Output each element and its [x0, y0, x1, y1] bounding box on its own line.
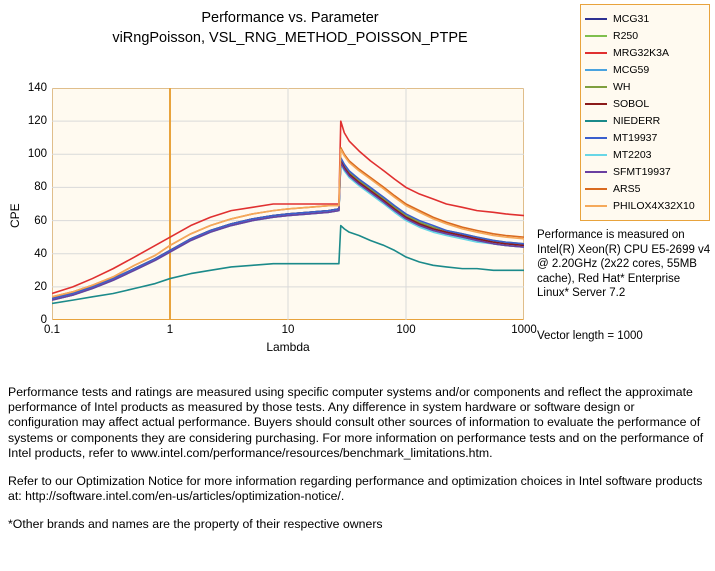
legend-label: SFMT19937: [613, 165, 671, 178]
legend-color-swatch: [585, 18, 607, 20]
legend-item: [585, 10, 705, 27]
chart-legend: [580, 4, 710, 221]
y-tick-label: 40: [34, 247, 47, 260]
legend-label: NIEDERR: [613, 114, 661, 127]
legend-item: [585, 78, 705, 95]
footer-paragraph-2: Refer to our Optimization Notice for more information regarding performance and optimization choices in Intel software products at: http://software.intel.com/en-us/articles/optimization-notice/.: [8, 474, 703, 504]
legend-color-swatch: [585, 171, 607, 173]
footer-disclaimer: [8, 385, 708, 546]
y-tick-label: 0: [40, 314, 47, 326]
legend-color-swatch: [585, 120, 607, 122]
footer-paragraph-1: Performance tests and ratings are measured using specific computer systems and/or components and reflect the approximate performance of Intel products as measured by those tests. Any difference in system hardware or software design or configuration may affect actual performance. Buyers should consult other sources of information to evaluate the performance of systems or components they are considering purchasing. For more information on performance tests and on the performance of Intel products, refer to www.intel.com/performance/resources/benchmark_limitations.htm.: [8, 385, 704, 460]
legend-color-swatch: [585, 35, 607, 37]
chart-title: Performance vs. Parameter: [201, 10, 379, 26]
plot-lines: [52, 88, 524, 320]
footer-paragraph-3: *Other brands and names are the property of their respective owners: [8, 517, 383, 532]
legend-label: PHILOX4X32X10: [613, 199, 695, 212]
legend-item: [585, 27, 705, 44]
legend-item: [585, 129, 705, 146]
legend-item: [585, 180, 705, 197]
x-tick-label: 0.1: [44, 324, 60, 336]
legend-item: [585, 44, 705, 61]
legend-color-swatch: [585, 103, 607, 105]
legend-label: MT2203: [613, 148, 652, 161]
legend-label: ARS5: [613, 182, 641, 195]
legend-item: [585, 163, 705, 180]
legend-item: [585, 112, 705, 129]
legend-item: [585, 61, 705, 78]
y-tick-label: 20: [34, 280, 47, 293]
y-tick-label: 60: [34, 214, 47, 227]
legend-color-swatch: [585, 188, 607, 190]
y-tick-label: 120: [27, 115, 47, 128]
x-tick-label: 1000: [511, 324, 537, 336]
legend-item: [585, 95, 705, 112]
legend-item: [585, 197, 705, 214]
y-tick-label: 100: [27, 148, 47, 161]
x-tick-label: 100: [396, 324, 416, 336]
y-tick-label: 140: [27, 82, 47, 94]
legend-color-swatch: [585, 86, 607, 88]
x-tick-label: 10: [281, 324, 295, 336]
plot-area: [8, 82, 537, 354]
x-tick-label: 1: [166, 324, 174, 336]
legend-label: SOBOL: [613, 97, 650, 110]
chart-subtitle: viRngPoisson, VSL_RNG_METHOD_POISSON_PTPE: [112, 30, 468, 46]
legend-label: MRG32K3A: [613, 46, 670, 59]
x-axis-label: Lambda: [266, 340, 310, 354]
legend-color-swatch: [585, 137, 607, 139]
legend-color-swatch: [585, 52, 607, 54]
legend-item: [585, 146, 705, 163]
legend-label: MCG59: [613, 63, 650, 76]
y-axis-label: CPE: [8, 203, 22, 228]
system-config-note: Performance is measured on Intel(R) Xeon(R) CPU E5-2699 v4 @ 2.20GHz (2x22 cores, 55MB cache), Red Hat* Enterprise Linux* Server 7.2: [537, 229, 711, 299]
legend-label: R250: [613, 29, 639, 42]
y-tick-label: 80: [34, 181, 47, 194]
legend-label: MT19937: [613, 131, 658, 144]
legend-color-swatch: [585, 154, 607, 156]
chart-title-block: [40, 8, 540, 48]
legend-label: WH: [613, 80, 631, 93]
legend-color-swatch: [585, 69, 607, 71]
legend-label: MCG31: [613, 12, 650, 25]
legend-color-swatch: [585, 205, 607, 207]
vector-length-note: Vector length = 1000: [537, 330, 643, 342]
